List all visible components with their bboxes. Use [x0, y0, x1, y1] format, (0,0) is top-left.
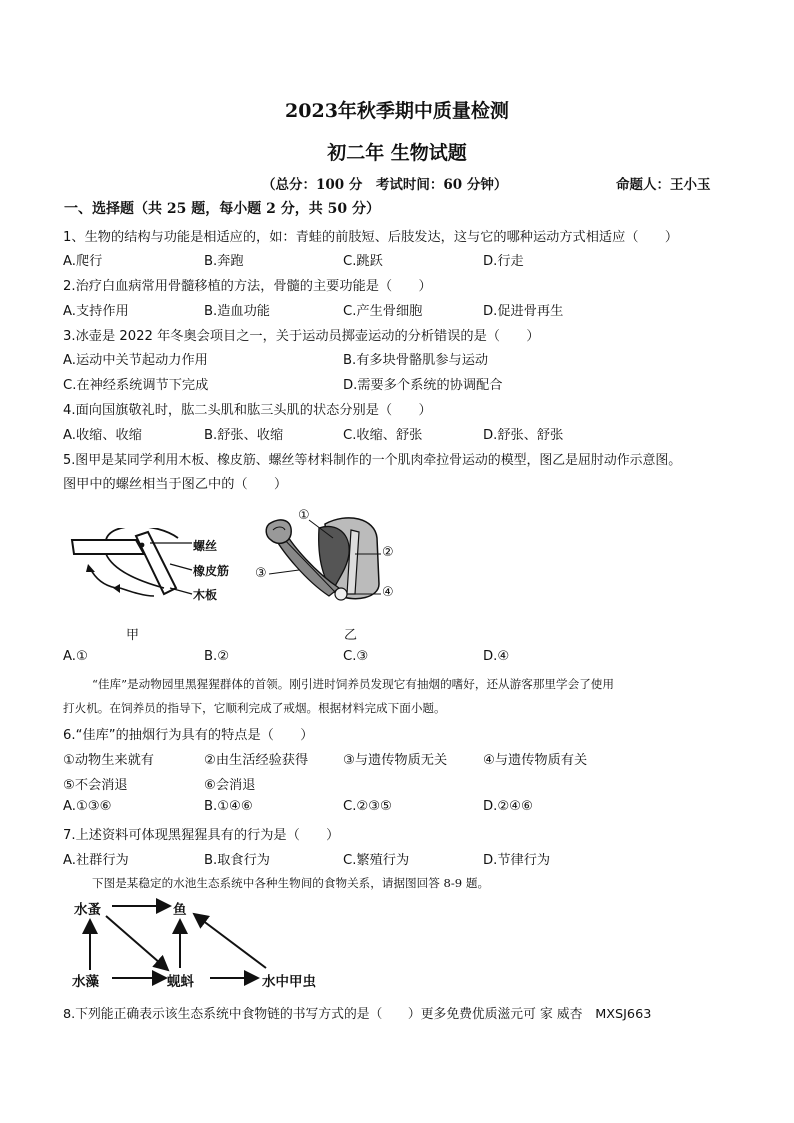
q7-option-d: D.节律行为 [483, 853, 551, 868]
q3-option-c: C.在神经系统调节下完成 [63, 378, 209, 393]
material-line2: 打火机。在饲养员的指导下，它顺利完成了戒烟。根据材料完成下面小题。 [63, 701, 446, 715]
q6-item-3: ③与遗传物质无关 [343, 753, 448, 768]
q6-option-b: B.①④⑥ [204, 799, 253, 814]
q4-option-c: C.收缩、舒张 [343, 428, 423, 443]
q2-option-a: A.支持作用 [63, 304, 129, 319]
q1-option-b: B.奔跑 [204, 254, 244, 269]
q3-stem: 3.冰壶是 2022 年冬奥会项目之一，关于运动员掷壶运动的分析错误的是（ ） [63, 329, 540, 344]
screw [140, 543, 145, 548]
q4-stem: 4.面向国旗敬礼时，肱二头肌和肱三头肌的状态分别是（ ） [63, 403, 432, 418]
q5-option-c: C.③ [343, 649, 369, 664]
label-screw: 螺丝 [193, 539, 218, 553]
arrow-daphnia-to-tadpole [106, 916, 168, 970]
q3-option-d: D.需要多个系统的协调配合 [343, 378, 503, 393]
exam-author: 命题人：王小玉 [616, 177, 711, 193]
arrow-beetle-to-fish [194, 914, 266, 968]
food-web-diagram [70, 894, 370, 994]
q3-option-a: A.运动中关节起动力作用 [63, 353, 208, 368]
lever-model-figure [70, 528, 195, 608]
q1-option-d: D.行走 [483, 254, 524, 269]
q6-item-5: ⑤不会消退 [63, 778, 128, 793]
q4-option-d: D.舒张、舒张 [483, 428, 564, 443]
q2-option-d: D.促进骨再生 [483, 304, 564, 319]
section-heading: 一、选择题（共 25 题，每小题 2 分，共 50 分） [64, 201, 380, 217]
board-inclined [136, 532, 176, 594]
q6-option-a: A.①③⑥ [63, 799, 112, 814]
q8-stem: 8.下列能正确表示该生态系统中食物链的书写方式的是（ ）更多免费优质滋元可 家 威杏 MXSJ663 [63, 1007, 652, 1022]
q1-option-c: C.跳跃 [343, 254, 383, 269]
label-board: 木板 [193, 588, 218, 602]
q6-option-d: D.②④⑥ [483, 799, 533, 814]
q6-stem: 6.“佳库”的抽烟行为具有的特点是（ ） [63, 728, 314, 743]
q5-option-b: B.② [204, 649, 230, 664]
label-rubber-band: 橡皮筋 [193, 564, 230, 578]
q6-item-2: ②由生活经验获得 [204, 753, 309, 768]
q3-option-b: B.有多块骨骼肌参与运动 [343, 353, 489, 368]
mark-3: ③ [255, 566, 267, 581]
q2-option-c: C.产生骨细胞 [343, 304, 423, 319]
caption-yi: 乙 [344, 628, 358, 643]
exam-subtitle: 初二年 生物试题 [327, 142, 467, 164]
q2-stem: 2.治疗白血病常用骨髓移植的方法，骨髓的主要功能是（ ） [63, 279, 432, 294]
q4-option-a: A.收缩、收缩 [63, 428, 142, 443]
mark-2: ② [382, 545, 394, 560]
arrowhead-bottom [113, 584, 120, 593]
q5-option-d: D.④ [483, 649, 510, 664]
elbow-joint [335, 588, 347, 600]
q1-stem: 1、生物的结构与功能是相适应的，如：青蛙的前肢短、后肢发达，这与它的哪种运动方式相适应（ ） [63, 230, 679, 245]
exam-title: 2023年秋季期中质量检测 [285, 100, 509, 122]
q6-option-c: C.②③⑤ [343, 799, 392, 814]
q6-item-6: ⑥会消退 [204, 778, 256, 793]
node-daphnia: 水蚤 [74, 902, 101, 918]
q4-option-b: B.舒张、收缩 [204, 428, 284, 443]
node-water-beetle: 水中甲虫 [262, 974, 316, 990]
q1-option-a: A.爬行 [63, 254, 103, 269]
q5-stem-line1: 5.图甲是某同学利用木板、橡皮筋、螺丝等材料制作的一个肌肉牵拉骨运动的模型，图乙是屈肘动作示意图。 [63, 453, 682, 468]
q7-option-a: A.社群行为 [63, 853, 129, 868]
rotation-arrow-bottom [120, 588, 154, 596]
q6-item-1: ①动物生来就有 [63, 753, 154, 768]
fist [266, 520, 291, 543]
q5-stem-line2: 图甲中的螺丝相当于图乙中的（ ） [63, 477, 288, 492]
leader-rubber [170, 564, 192, 570]
q6-item-4: ④与遗传物质有关 [483, 753, 588, 768]
q7-option-b: B.取食行为 [204, 853, 270, 868]
foodweb-intro: 下图是某稳定的水池生态系统中各种生物间的食物关系，请据图回答 8-9 题。 [92, 876, 490, 890]
q5-option-a: A.① [63, 649, 88, 664]
material-line1: “佳库”是动物园里黑猩猩群体的首领。刚引进时饲养员发现它有抽烟的嗜好，还从游客那里学会了使用 [92, 677, 614, 691]
board-horizontal [72, 540, 144, 554]
q2-option-b: B.造血功能 [204, 304, 270, 319]
node-fish: 鱼 [173, 902, 187, 918]
leader-board [170, 588, 192, 594]
node-tadpole: 蚬蚪 [167, 974, 194, 990]
q7-option-c: C.繁殖行为 [343, 853, 410, 868]
caption-jia: 甲 [126, 628, 140, 643]
node-algae: 水藻 [72, 974, 99, 990]
arrowhead-left [86, 564, 95, 572]
exam-meta: （总分：100 分 考试时间：60 分钟） [262, 177, 508, 193]
leader-3 [269, 570, 299, 574]
mark-4: ④ [382, 585, 394, 600]
mark-1: ① [298, 508, 310, 523]
q7-stem: 7.上述资料可体现黑猩猩具有的行为是（ ） [63, 828, 340, 843]
